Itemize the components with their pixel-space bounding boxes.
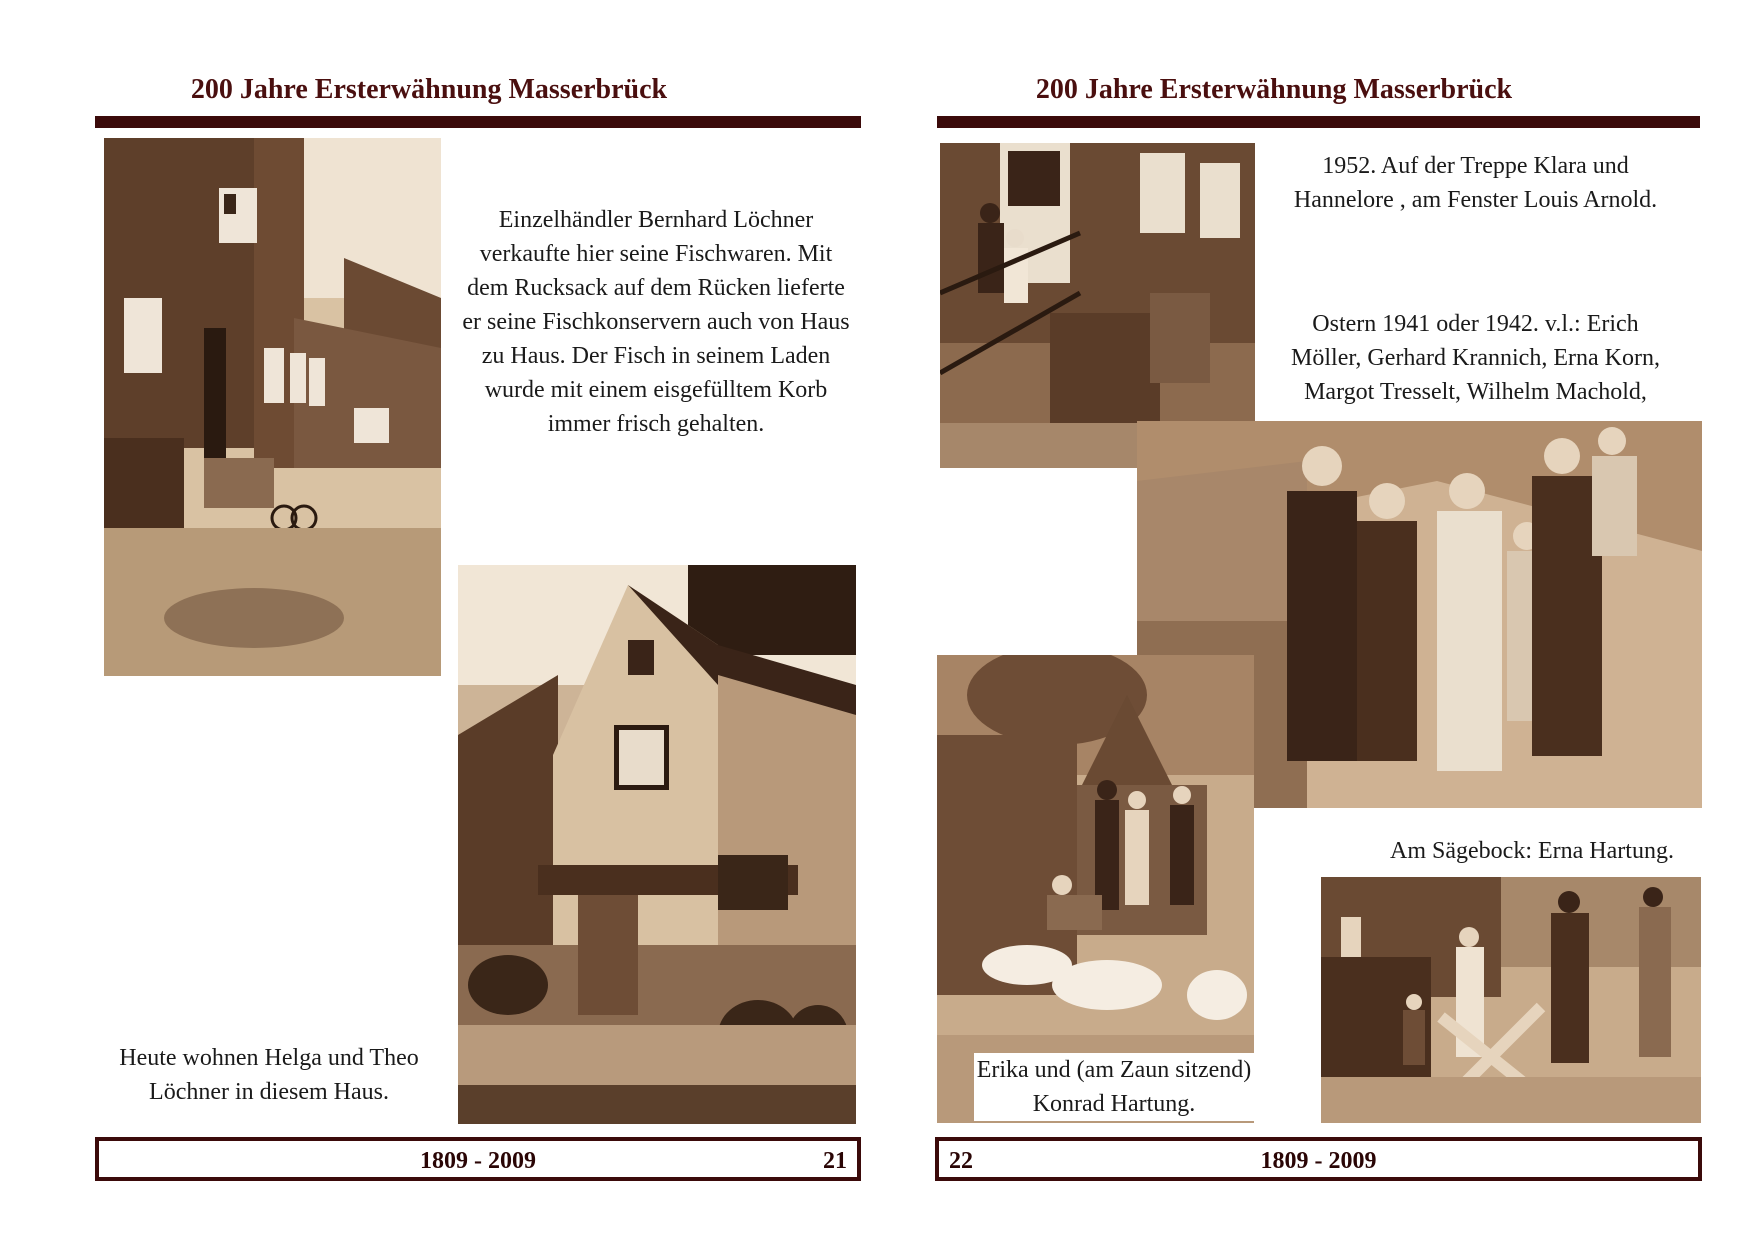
caption-erika-konrad: Erika und (am Zaun sitzend) Konrad Hartung. bbox=[974, 1053, 1254, 1121]
page-header-title: 200 Jahre Ersterwähnung Masserbrück bbox=[1035, 74, 1513, 105]
header-rule bbox=[937, 116, 1700, 128]
footer-years: 1809 - 2009 bbox=[1260, 1148, 1377, 1174]
stairs-1952-photo bbox=[940, 143, 1255, 468]
page-footer bbox=[95, 1137, 861, 1181]
caption-saegebock: Am Sägebock: Erna Hartung. bbox=[1390, 838, 1674, 864]
page-header-title: 200 Jahre Ersterwähnung Masserbrück bbox=[190, 74, 668, 105]
page-number: 21 bbox=[823, 1148, 847, 1174]
caption-fish-trader: Einzelhändler Bernhard Löchner verkaufte hier seine Fischwaren. Mit dem Rucksack auf dem Rücken lieferte er seine Fischkonservern auch von Haus zu Haus. Der Fisch in seinem Laden wurde mit einem eisgefülltem Korb immer frisch gehalten. bbox=[462, 207, 850, 437]
right-page bbox=[877, 0, 1754, 1240]
header-rule bbox=[95, 116, 861, 128]
caption-1952: 1952. Auf der Treppe Klara und Hannelore , am Fenster Louis Arnold. bbox=[1293, 153, 1658, 213]
saegebock-photo bbox=[1321, 877, 1701, 1123]
old-shop-street-photo bbox=[104, 138, 441, 676]
page-number: 22 bbox=[949, 1148, 973, 1174]
page-footer bbox=[935, 1137, 1702, 1181]
caption-easter: Ostern 1941 oder 1942. v.l.: Erich Möller, Gerhard Krannich, Erna Korn, Margot Tresselt, Wilhelm Machold, bbox=[1291, 311, 1660, 405]
caption-today-residents: Heute wohnen Helga und Theo Löchner in diesem Haus. bbox=[119, 1045, 419, 1105]
house-today-photo bbox=[458, 565, 856, 1124]
footer-years: 1809 - 2009 bbox=[420, 1148, 536, 1174]
